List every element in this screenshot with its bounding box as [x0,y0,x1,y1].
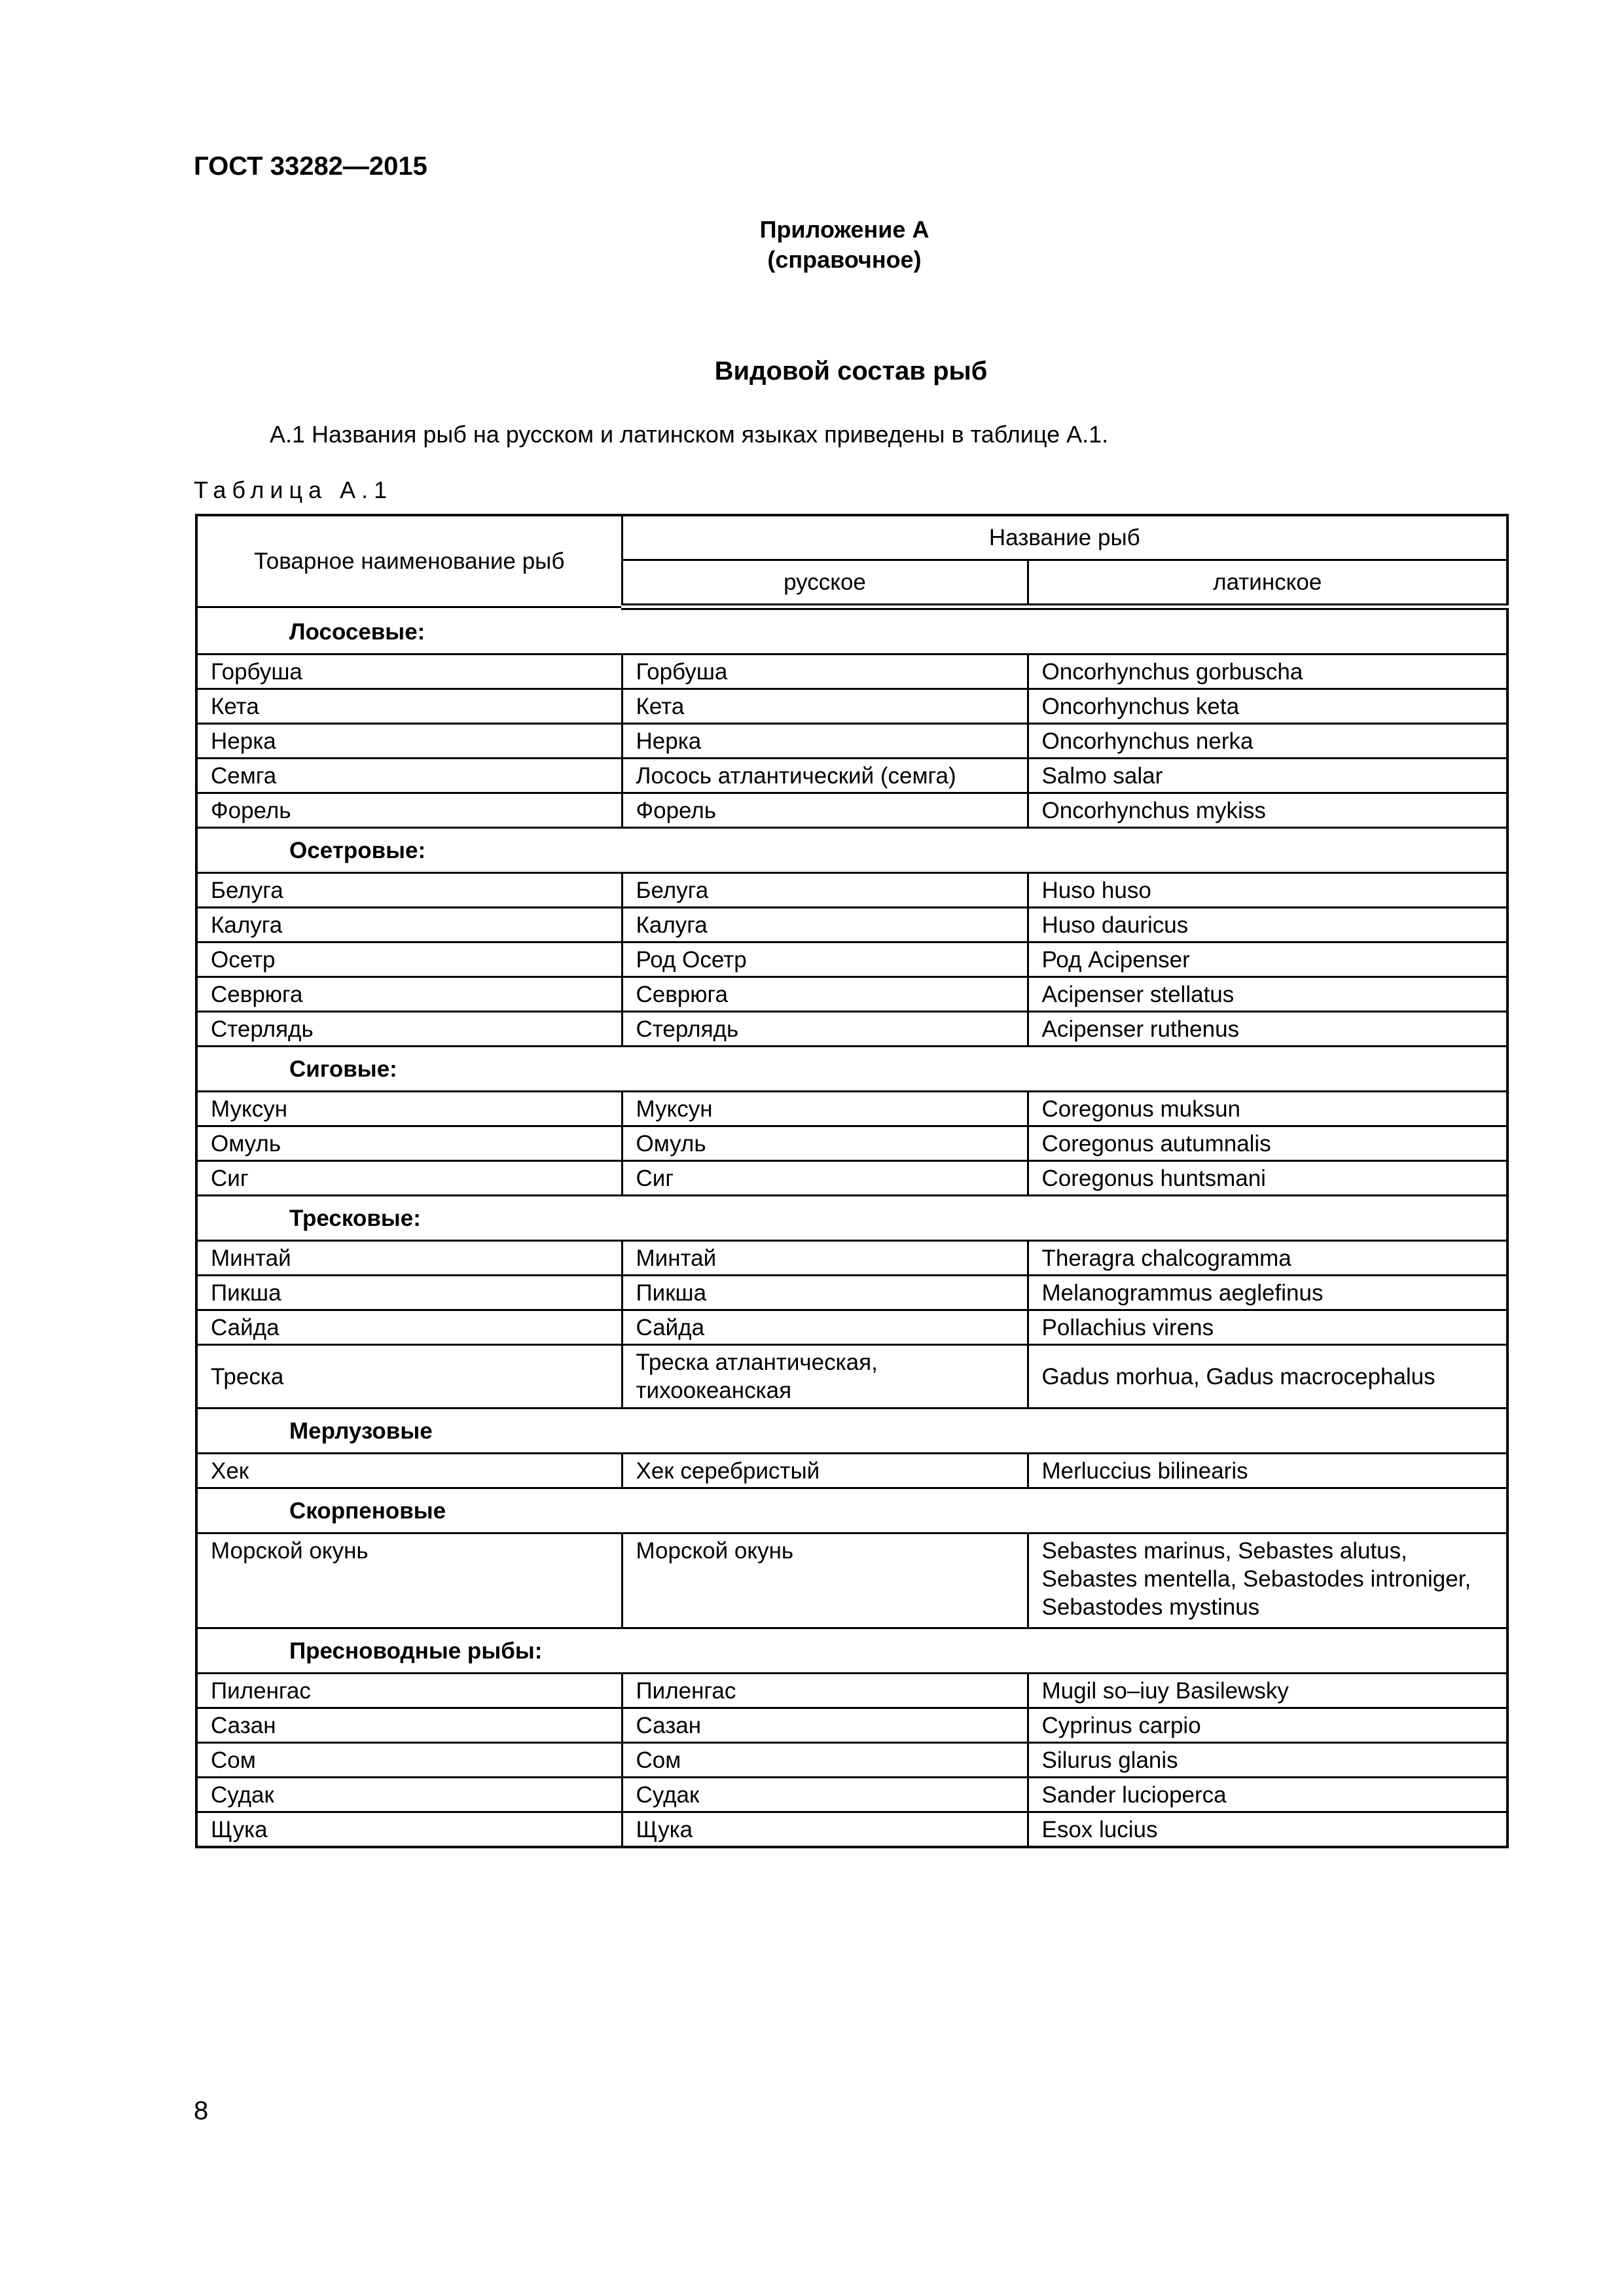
trade-name-cell: Морской окунь [196,1534,622,1628]
latin-name-cell: Род Acipenser [1028,942,1507,977]
trade-name-cell: Сом [196,1743,622,1778]
latin-name-cell: Gadus morhua, Gadus macrocephalus [1028,1345,1507,1408]
trade-name-cell: Нерка [196,724,622,759]
trade-name-cell: Пикша [196,1276,622,1310]
latin-name-cell: Mugil so–iuy Basilewsky [1028,1674,1507,1708]
trade-name-cell: Сиг [196,1161,622,1196]
table-row [196,1534,1507,1628]
intro-paragraph: А.1 Названия рыб на русском и латинском языках приведены в таблице А.1. [270,421,1109,448]
trade-name-cell: Сазан [196,1708,622,1743]
table-row [196,942,1507,977]
trade-name-cell: Стерлядь [196,1012,622,1047]
group-row [196,1488,1507,1534]
latin-name-cell: Esox lucius [1028,1812,1507,1848]
latin-name-cell: Pollachius virens [1028,1310,1507,1345]
latin-name-cell: Oncorhynchus mykiss [1028,793,1507,828]
russian-name-cell: Нерка [622,724,1028,759]
header-fish-name: Название рыб [622,515,1507,560]
group-name: Мерлузовые [196,1408,1507,1454]
table-body [196,607,1507,1847]
trade-name-cell: Севрюга [196,977,622,1012]
latin-name-cell: Acipenser stellatus [1028,977,1507,1012]
table-caption: Таблица А.1 [194,476,393,503]
latin-name-cell: Theragra chalcogramma [1028,1241,1507,1276]
trade-name-cell: Омуль [196,1126,622,1161]
table-row [196,873,1507,908]
russian-name-cell: Сиг [622,1161,1028,1196]
russian-name-cell: Белуга [622,873,1028,908]
trade-name-cell: Кета [196,689,622,724]
table-row [196,1778,1507,1812]
group-name: Сиговые: [196,1047,1507,1092]
group-name: Осетровые: [196,828,1507,873]
trade-name-cell: Калуга [196,908,622,942]
russian-name-cell: Форель [622,793,1028,828]
group-name: Тресковые: [196,1196,1507,1241]
latin-name-cell: Oncorhynchus nerka [1028,724,1507,759]
group-row [196,607,1507,655]
russian-name-cell: Род Осетр [622,942,1028,977]
table-row [196,1126,1507,1161]
russian-name-cell: Кета [622,689,1028,724]
appendix-type: (справочное) [767,246,922,273]
latin-name-cell: Cyprinus carpio [1028,1708,1507,1743]
table-row [196,1310,1507,1345]
latin-name-cell: Silurus glanis [1028,1743,1507,1778]
russian-name-cell: Сом [622,1743,1028,1778]
table-row [196,1161,1507,1196]
trade-name-cell: Форель [196,793,622,828]
appendix-heading [713,215,975,275]
group-name: Скорпеновые [196,1488,1507,1534]
latin-name-cell: Huso huso [1028,873,1507,908]
table-row [196,1092,1507,1126]
russian-name-cell: Омуль [622,1126,1028,1161]
table-row [196,724,1507,759]
group-row [196,1628,1507,1674]
russian-name-cell: Минтай [622,1241,1028,1276]
trade-name-cell: Белуга [196,873,622,908]
russian-name-cell: Морской окунь [622,1534,1028,1628]
table-row [196,759,1507,793]
russian-name-cell: Муксун [622,1092,1028,1126]
latin-name-cell: Coregonus muksun [1028,1092,1507,1126]
table-row [196,1674,1507,1708]
latin-name-cell: Acipenser ruthenus [1028,1012,1507,1047]
russian-name-cell: Сайда [622,1310,1028,1345]
latin-name-cell: Salmo salar [1028,759,1507,793]
trade-name-cell: Сайда [196,1310,622,1345]
russian-name-cell: Пикша [622,1276,1028,1310]
russian-name-cell: Калуга [622,908,1028,942]
russian-name-cell: Пиленгас [622,1674,1028,1708]
table-row [196,793,1507,828]
russian-name-cell: Стерлядь [622,1012,1028,1047]
trade-name-cell: Треска [196,1345,622,1408]
russian-name-cell: Треска атлантическая, тихоокеанская [622,1345,1028,1408]
trade-name-cell: Осетр [196,942,622,977]
group-row [196,1047,1507,1092]
trade-name-cell: Пиленгас [196,1674,622,1708]
latin-name-cell: Merluccius bilinearis [1028,1454,1507,1488]
table-row [196,977,1507,1012]
trade-name-cell: Горбуша [196,655,622,689]
trade-name-cell: Муксун [196,1092,622,1126]
russian-name-cell: Севрюга [622,977,1028,1012]
group-row [196,1408,1507,1454]
russian-name-cell: Щука [622,1812,1028,1848]
fish-species-table [195,514,1509,1848]
group-name: Лососевые: [196,607,1507,655]
trade-name-cell: Судак [196,1778,622,1812]
russian-name-cell: Горбуша [622,655,1028,689]
russian-name-cell: Хек серебристый [622,1454,1028,1488]
group-row [196,1196,1507,1241]
trade-name-cell: Щука [196,1812,622,1848]
page-number: 8 [194,2096,209,2125]
latin-name-cell: Coregonus huntsmani [1028,1161,1507,1196]
table-row [196,1241,1507,1276]
table-row [196,1276,1507,1310]
header-trade-name: Товарное наименование рыб [196,515,622,607]
header-latin: латинское [1028,560,1507,607]
russian-name-cell: Сазан [622,1708,1028,1743]
table-row [196,689,1507,724]
table-row [196,1454,1507,1488]
group-row [196,828,1507,873]
russian-name-cell: Судак [622,1778,1028,1812]
latin-name-cell: Oncorhynchus keta [1028,689,1507,724]
latin-name-cell: Melanogrammus aeglefinus [1028,1276,1507,1310]
table-row [196,655,1507,689]
table-row [196,1345,1507,1408]
russian-name-cell: Лосось атлантический (семга) [622,759,1028,793]
table-row [196,908,1507,942]
group-name: Пресноводные рыбы: [196,1628,1507,1674]
latin-name-cell: Oncorhynchus gorbuscha [1028,655,1507,689]
trade-name-cell: Минтай [196,1241,622,1276]
table-row [196,1012,1507,1047]
table-row [196,1708,1507,1743]
section-title: Видовой состав рыб [714,357,988,386]
document-code: ГОСТ 33282—2015 [194,152,427,181]
table-row [196,1743,1507,1778]
table-row [196,1812,1507,1848]
appendix-label: Приложение А [759,216,929,243]
header-russian: русское [622,560,1028,607]
latin-name-cell: Huso dauricus [1028,908,1507,942]
latin-name-cell: Coregonus autumnalis [1028,1126,1507,1161]
trade-name-cell: Семга [196,759,622,793]
latin-name-cell: Sebastes marinus, Sebastes alutus, Sebastes mentella, Sebastodes introniger, Sebastodes mystinus [1028,1534,1507,1628]
trade-name-cell: Хек [196,1454,622,1488]
latin-name-cell: Sander lucioperca [1028,1778,1507,1812]
